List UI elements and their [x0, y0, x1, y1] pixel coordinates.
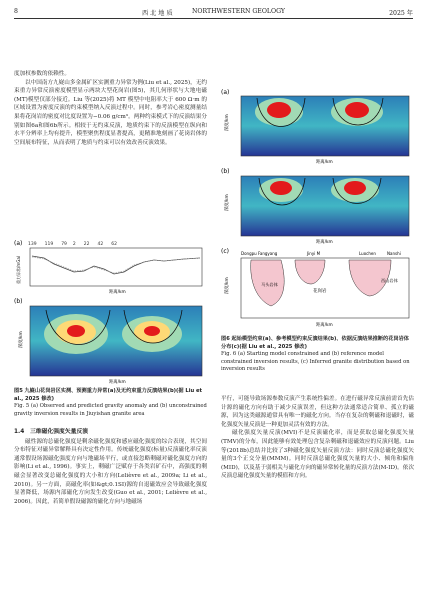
fig6-anomaly-body [267, 102, 291, 118]
paragraph: 磁化强度矢量反演(MVI)不是反演磁化率，而是获取总磁化强度矢量(TMV)的分布，因此能够有效处理包含复杂剩磁和退磁效应的反演问题。Liu 等(2018b)总结并比较了3种磁化强度矢量反演方法：同时反演总磁化强度矢量的3个正交分量(MMM)。同时反演总磁化强度矢量的大小、倾角和偏角(MID)，以及基于弱相关与磁化方向的磁异常转化量的反演方法(M-ID)。依次反演总磁化强度矢量的模值和方向。 [221, 430, 414, 480]
journal-title-cn: 西 北 地 质 [142, 10, 173, 17]
paragraph: 度加权参数的依赖性。 [14, 71, 70, 77]
fig6-panel-b-label: (b) [221, 168, 230, 175]
fig6-place-label: Dongpu Fangyang [241, 251, 278, 256]
caption-cn: 图5 九嶷山花岗岩区实测、预测重力异常(a)及无约束重力反演结果(b)(据 Liu et al., 2025 修改) [14, 388, 202, 402]
fig6-place-label: Nanshi [387, 251, 401, 256]
paragraph: 平行，可能导致场源参数反演产生系统性偏差。在进行磁异常反演前需首先估计源的磁化方向有助于减少反演误差，但这种方法通常适合简单、孤立的磁源，因为这类磁源通常具有唯一的磁化方向。当存在复杂的剩磁和退磁时，磁化强度矢量反演是一种更加灵活有效的方法。 [221, 396, 414, 428]
caption-en: Fig. 6 (a) Starting model constrained and (b) reference model constrained inversion results, (c) Inferred granite distribution based on inversion results [221, 351, 410, 373]
fig6-place-label: Jinyi M [307, 251, 321, 256]
caption-en: Fig. 5 (a) Observed and predicted gravity anomaly and (b) unconstrained gravity inversion results in Jiuyishan granite area [14, 403, 207, 417]
paragraph: 以中国南方九嶷山多金属矿区实测重力异常为例(Liu et al., 2025)，无约束重力异常反演密度模型显示两块大型花岗岩(图5)，其几何形状与大地电磁(MT)模型仅部分接近。Liu 等(2025)将 MT 模型中电阻率大于 600 Ω·m 的区域设置为密度反演的约束模型纳入反演过程中。同时，参考岩心密度测量结果将花岗岩的密度对比度设置为−0.06 g/cm³。两种约束模式下的反演结果分别如图6a和图6b所示。相较于无约束反演，地质约束下的反演模型在纵向和水平分辨率上均有提升，模型聚焦程度显著提高，更精准地刻画了花岗岩体的空间展布特征，从而表明了地质与约束可以有效改善反演效果。 [14, 79, 207, 146]
fig6-label-granite: 花岗岩 [313, 289, 327, 294]
fig6-xlabel-a: 距离/km [316, 160, 333, 165]
fig5-ylabel-b: 深度/km [19, 331, 24, 348]
fig5-anomaly-body [67, 325, 85, 337]
fig6-anomaly-body [344, 181, 366, 195]
fig5-xlabel-a: 距离/km [109, 290, 126, 295]
fig6-anomaly-body [270, 181, 292, 195]
fig6-label-intrusion: 西山岩体 [381, 278, 398, 283]
fig6-ylabel-a: 深度/km [225, 114, 230, 131]
paragraph: 磁性源的总磁化强度是剩余磁化强度和感应磁化强度的综合表现，其空间分布特征对磁异常解释具有决定性作用。传统磁化强度(标量)反演磁化率反演通常假设场源磁化强度方向与地磁场平行，或直接忽略剩磁对磁化强度方向的影响(Li et al., 1996)。事实上，剩磁广泛赋存于各类岩矿石中，高强度的剩磁会显著改变总磁化强度的大小和方向(Lelièvre et al., 2009a; Li et al., 2010)。另一方面，高磁化率(如&gt;0.1SI)源的自退磁效应会导致磁化强度显著降低，场源内部磁化方向发生改变(Guo et al., 2001; Lelièvre et al., 2006)。因此，若简单假设磁源的磁化方向与地磁场 [14, 438, 207, 505]
fig5-panel-a-label: (a) [14, 240, 23, 247]
year: 2025 年 [389, 10, 413, 17]
fig6-xlabel-b: 距离/km [316, 240, 333, 245]
figure-5-caption [14, 388, 207, 418]
running-header [14, 6, 413, 19]
page-number: 8 [14, 8, 18, 15]
caption-cn: 图6 起始模型约束(a)、参考模型约束反演结果(b)、依据反演结果推断的花岗岩体分布(c)(据 Liu et al., 2025 修改) [221, 336, 409, 350]
fig6-ylabel-c: 深度/km [225, 277, 230, 294]
right-column-text [221, 395, 414, 481]
left-column-lower-text [14, 425, 207, 506]
fig6-ylabel-b: 深度/km [225, 194, 230, 211]
section-heading: 1.4 三维磁化强度矢量反演 [14, 429, 89, 435]
fig5-observed-curve [32, 256, 200, 274]
figure-6-caption [221, 336, 414, 374]
fig5-panel-a-frame [30, 248, 202, 286]
fig6-anomaly-body [345, 102, 369, 118]
figure-6 [221, 86, 414, 330]
fig5-xlabel-b: 距离/km [109, 380, 126, 385]
fig6-panel-c-label: (c) [221, 248, 229, 255]
fig5-ylabel-a: 重力异常/mGal [16, 256, 21, 284]
fig5-panel-b-label: (b) [14, 298, 23, 305]
fig5-anomaly-body [144, 326, 160, 336]
fig6-label-intrusion: 马头岩体 [261, 282, 278, 287]
left-column-text [14, 70, 207, 147]
journal-title-en: NORTHWESTERN GEOLOGY [192, 8, 285, 15]
fig6-panel-a-label: (a) [221, 89, 230, 96]
fig6-xlabel-c: 距离/km [316, 323, 333, 328]
figure-5 [14, 236, 207, 386]
fig5-top-ticks: 139 119 79 2 22 42 62 [28, 242, 117, 247]
fig6-place-label: Luochen [359, 251, 376, 256]
